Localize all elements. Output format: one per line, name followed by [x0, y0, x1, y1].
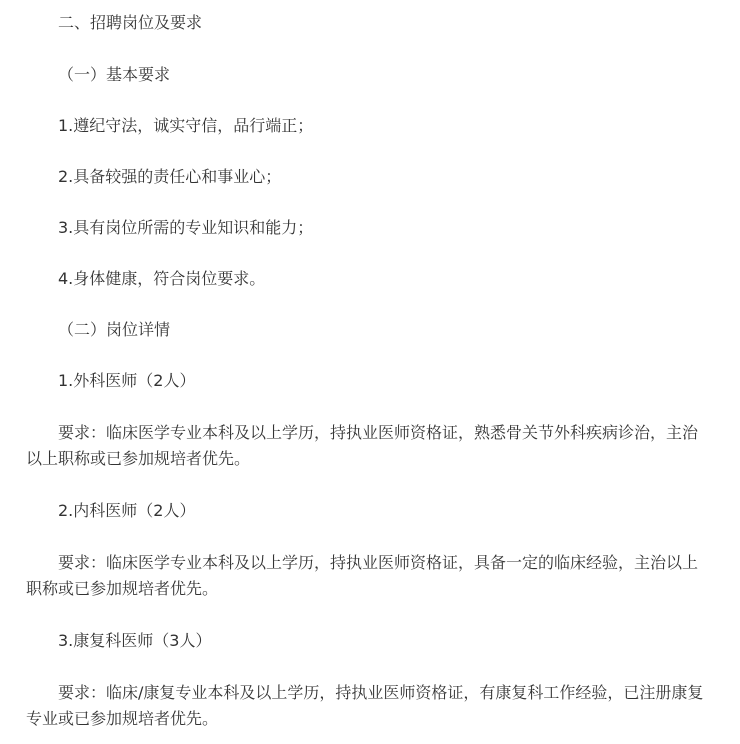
position-requirement: 要求：临床医学专业本科及以上学历，持执业医师资格证，具备一定的临床经验，主治以上职称或已参加规培者优先。 — [26, 553, 699, 598]
basic-requirement-item: 3.具有岗位所需的专业知识和能力； — [58, 218, 314, 237]
position-title: 2.内科医师（2人） — [58, 501, 196, 520]
basic-requirement-item: 4.身体健康，符合岗位要求。 — [58, 269, 266, 288]
position-requirement: 要求：临床/康复专业本科及以上学历，持执业医师资格证，有康复科工作经验，已注册康复专业或已参加规培者优先。 — [26, 683, 704, 728]
position-details-heading: （二）岗位详情 — [58, 320, 171, 339]
basic-requirement-item: 1.遵纪守法，诚实守信，品行端正； — [58, 116, 314, 135]
position-title: 1.外科医师（2人） — [58, 371, 196, 390]
basic-requirements-heading: （一）基本要求 — [58, 65, 171, 84]
position-title: 3.康复科医师（3人） — [58, 631, 212, 650]
section-heading: 二、招聘岗位及要求 — [58, 13, 203, 32]
basic-requirement-item: 2.具备较强的责任心和事业心； — [58, 167, 282, 186]
position-requirement: 要求：临床医学专业本科及以上学历，持执业医师资格证，熟悉骨关节外科疾病诊治，主治以上职称或已参加规培者优先。 — [26, 423, 699, 468]
